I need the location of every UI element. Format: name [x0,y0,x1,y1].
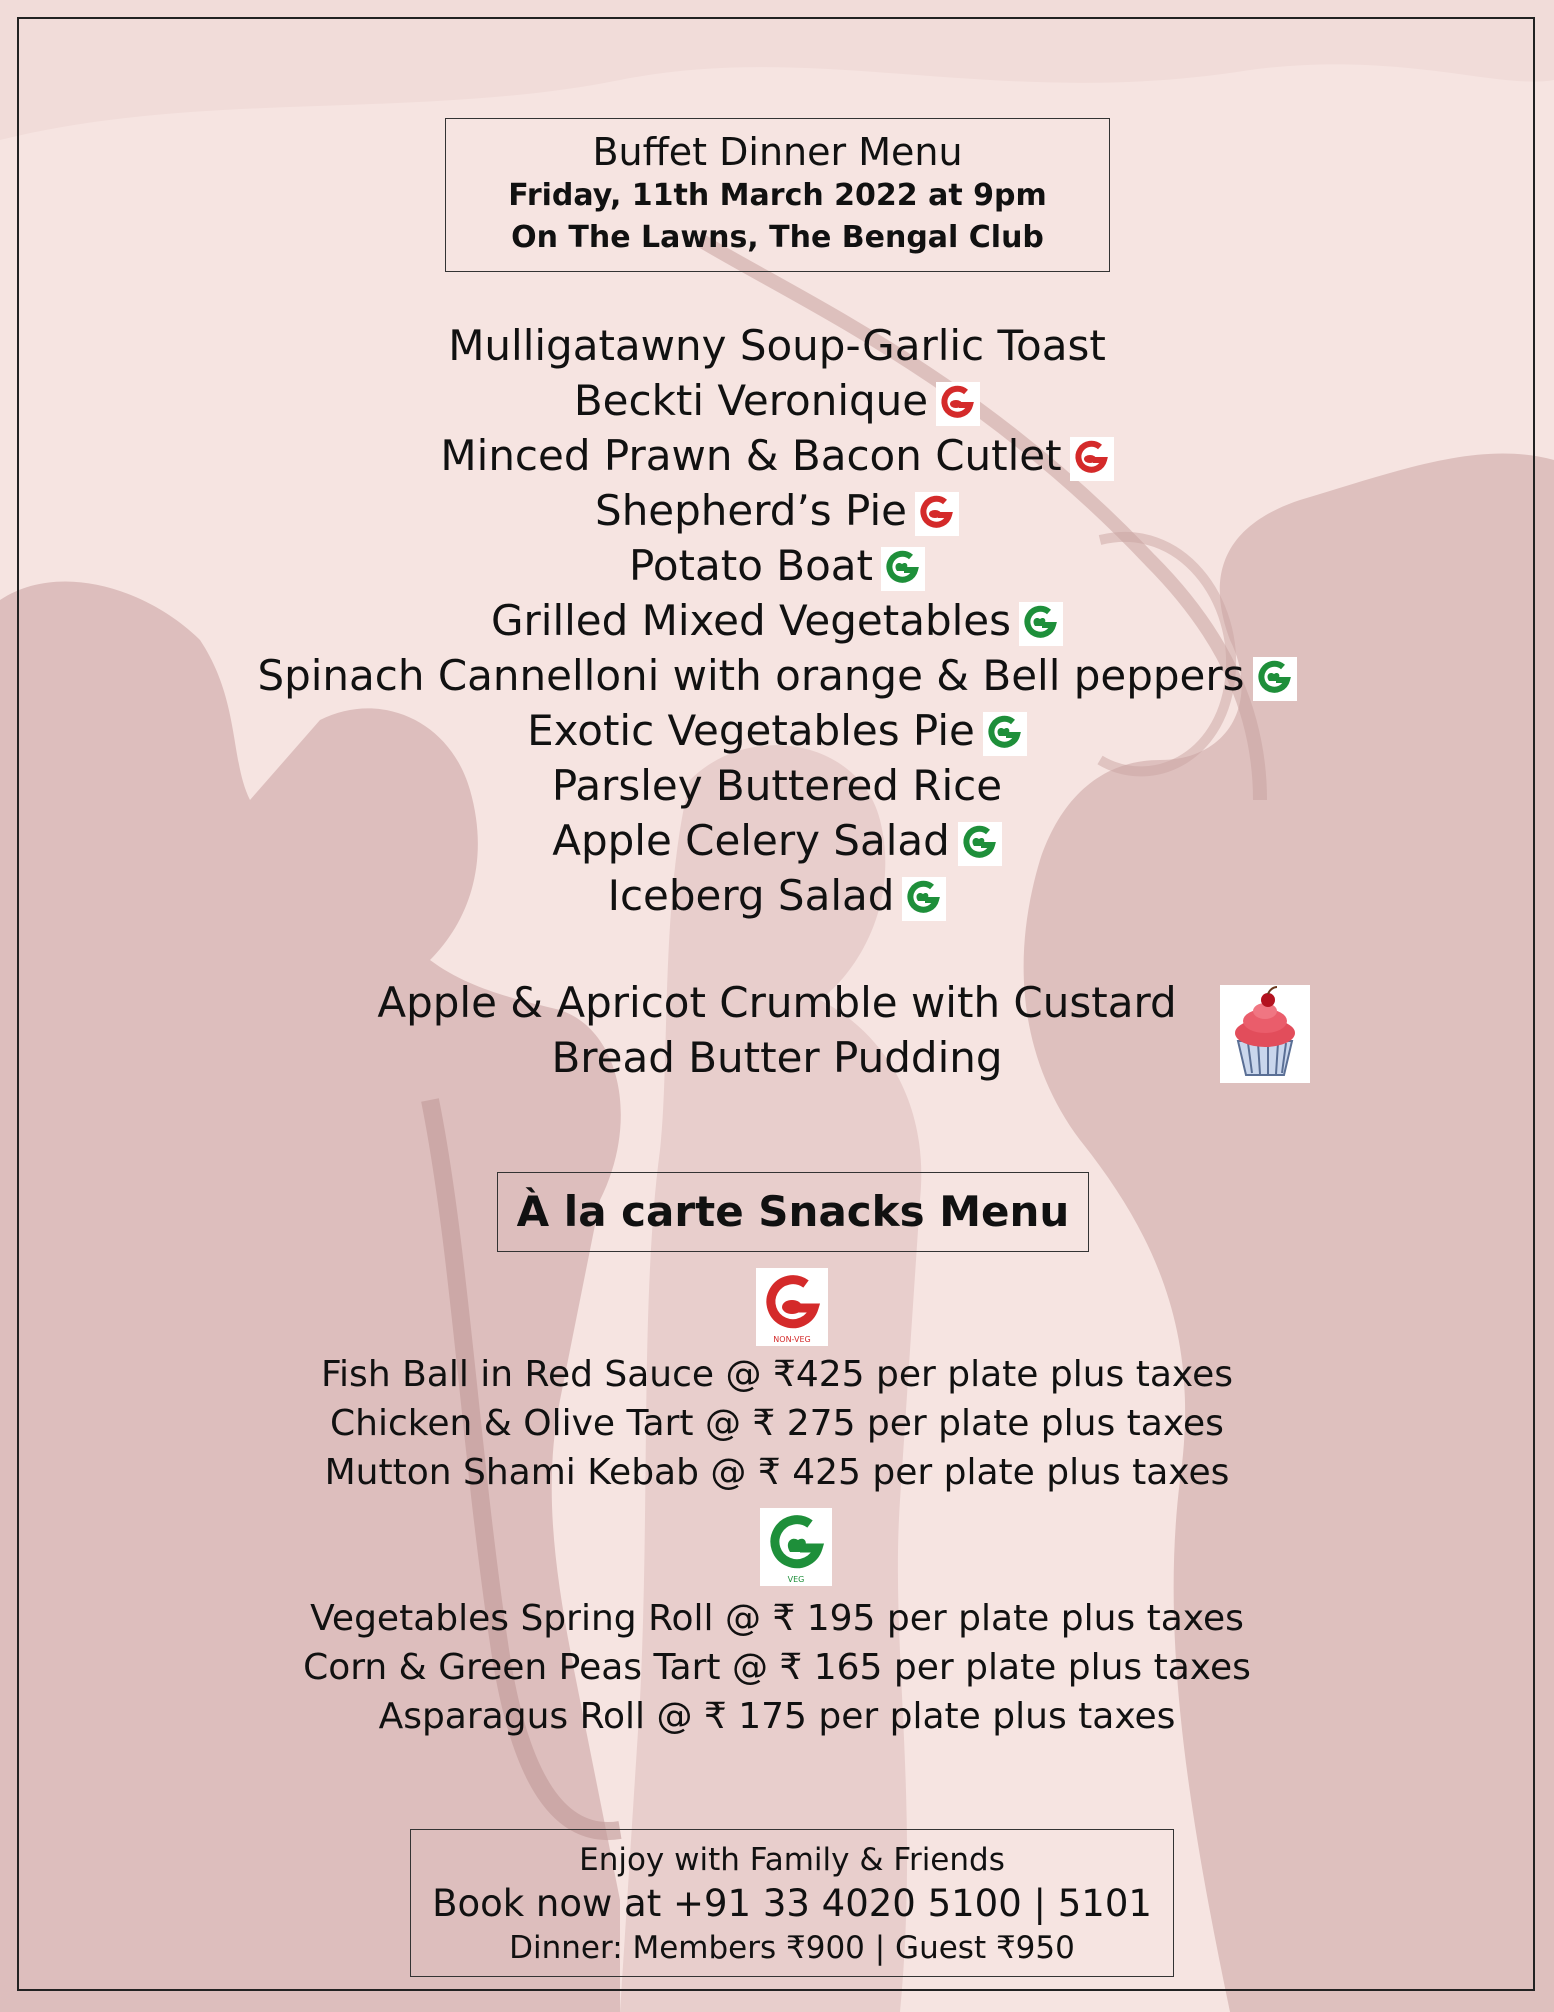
snacks-title: À la carte Snacks Menu [516,1187,1070,1236]
veg-icon [881,547,925,591]
veg-icon [760,1508,832,1586]
footer-tagline: Enjoy with Family & Friends [579,1842,1005,1878]
buffet-item [0,813,1554,868]
menu-title: Buffet Dinner Menu [592,130,963,174]
buffet-item-name: Mulligatawny Soup-Garlic Toast [448,321,1106,370]
snacks-title-box [497,1172,1089,1252]
buffet-item [0,593,1554,648]
header-box [445,118,1110,272]
snack-item: Asparagus Roll @ ₹ 175 per plate plus taxes [378,1696,1176,1737]
buffet-item-name: Shepherd’s Pie [595,486,907,535]
buffet-item [0,868,1554,923]
buffet-item-name: Grilled Mixed Vegetables [490,596,1012,645]
snack-item: Corn & Green Peas Tart @ ₹ 165 per plate plus taxes [303,1647,1251,1688]
dessert-item: Bread Butter Pudding [551,1033,1003,1082]
booking-box [410,1829,1174,1977]
buffet-item [0,483,1554,538]
buffet-item-name: Exotic Vegetables Pie [527,706,975,755]
dinner-price: Dinner: Members ₹900 | Guest ₹950 [509,1930,1075,1966]
veg-icon [983,712,1027,756]
snack-item: Mutton Shami Kebab @ ₹ 425 per plate plus taxes [324,1452,1230,1493]
buffet-item [0,703,1554,758]
event-date: Friday, 11th March 2022 at 9pm [508,178,1047,213]
cupcake-icon [1220,985,1310,1083]
svg-text:NON-VEG: NON-VEG [773,1335,811,1344]
buffet-item-name: Iceberg Salad [607,871,895,920]
buffet-item [0,648,1554,703]
non-veg-icon [915,492,959,536]
veg-icon [1253,657,1297,701]
buffet-item-name: Minced Prawn & Bacon Cutlet [440,431,1062,480]
dessert-list [0,975,1554,1085]
buffet-item [0,758,1554,813]
veg-icon [958,822,1002,866]
event-venue: On The Lawns, The Bengal Club [511,220,1044,255]
booking-phone: Book now at +91 33 4020 5100 | 5101 [432,1882,1152,1925]
buffet-item [0,428,1554,483]
snack-item: Chicken & Olive Tart @ ₹ 275 per plate plus taxes [330,1403,1224,1444]
svg-text:VEG: VEG [787,1575,805,1584]
veg-icon [1019,602,1063,646]
buffet-item-name: Spinach Cannelloni with orange & Bell peppers [257,651,1245,700]
buffet-item-name: Parsley Buttered Rice [551,761,1003,810]
veg-icon [902,877,946,921]
buffet-item-name: Apple Celery Salad [552,816,950,865]
non-veg-icon [1070,437,1114,481]
buffet-item [0,373,1554,428]
non-veg-icon [936,382,980,426]
buffet-item [0,538,1554,593]
dessert-item: Apple & Apricot Crumble with Custard [377,978,1177,1027]
non-veg-snack-list [0,1350,1554,1497]
snack-item: Fish Ball in Red Sauce @ ₹425 per plate plus taxes [320,1354,1234,1395]
snack-item: Vegetables Spring Roll @ ₹ 195 per plate plus taxes [310,1598,1244,1639]
non-veg-icon [756,1268,828,1346]
buffet-item-name: Beckti Veronique [573,376,929,425]
veg-snack-list [0,1594,1554,1741]
buffet-menu-list [0,318,1554,923]
buffet-item [0,318,1554,373]
buffet-item-name: Potato Boat [629,541,873,590]
